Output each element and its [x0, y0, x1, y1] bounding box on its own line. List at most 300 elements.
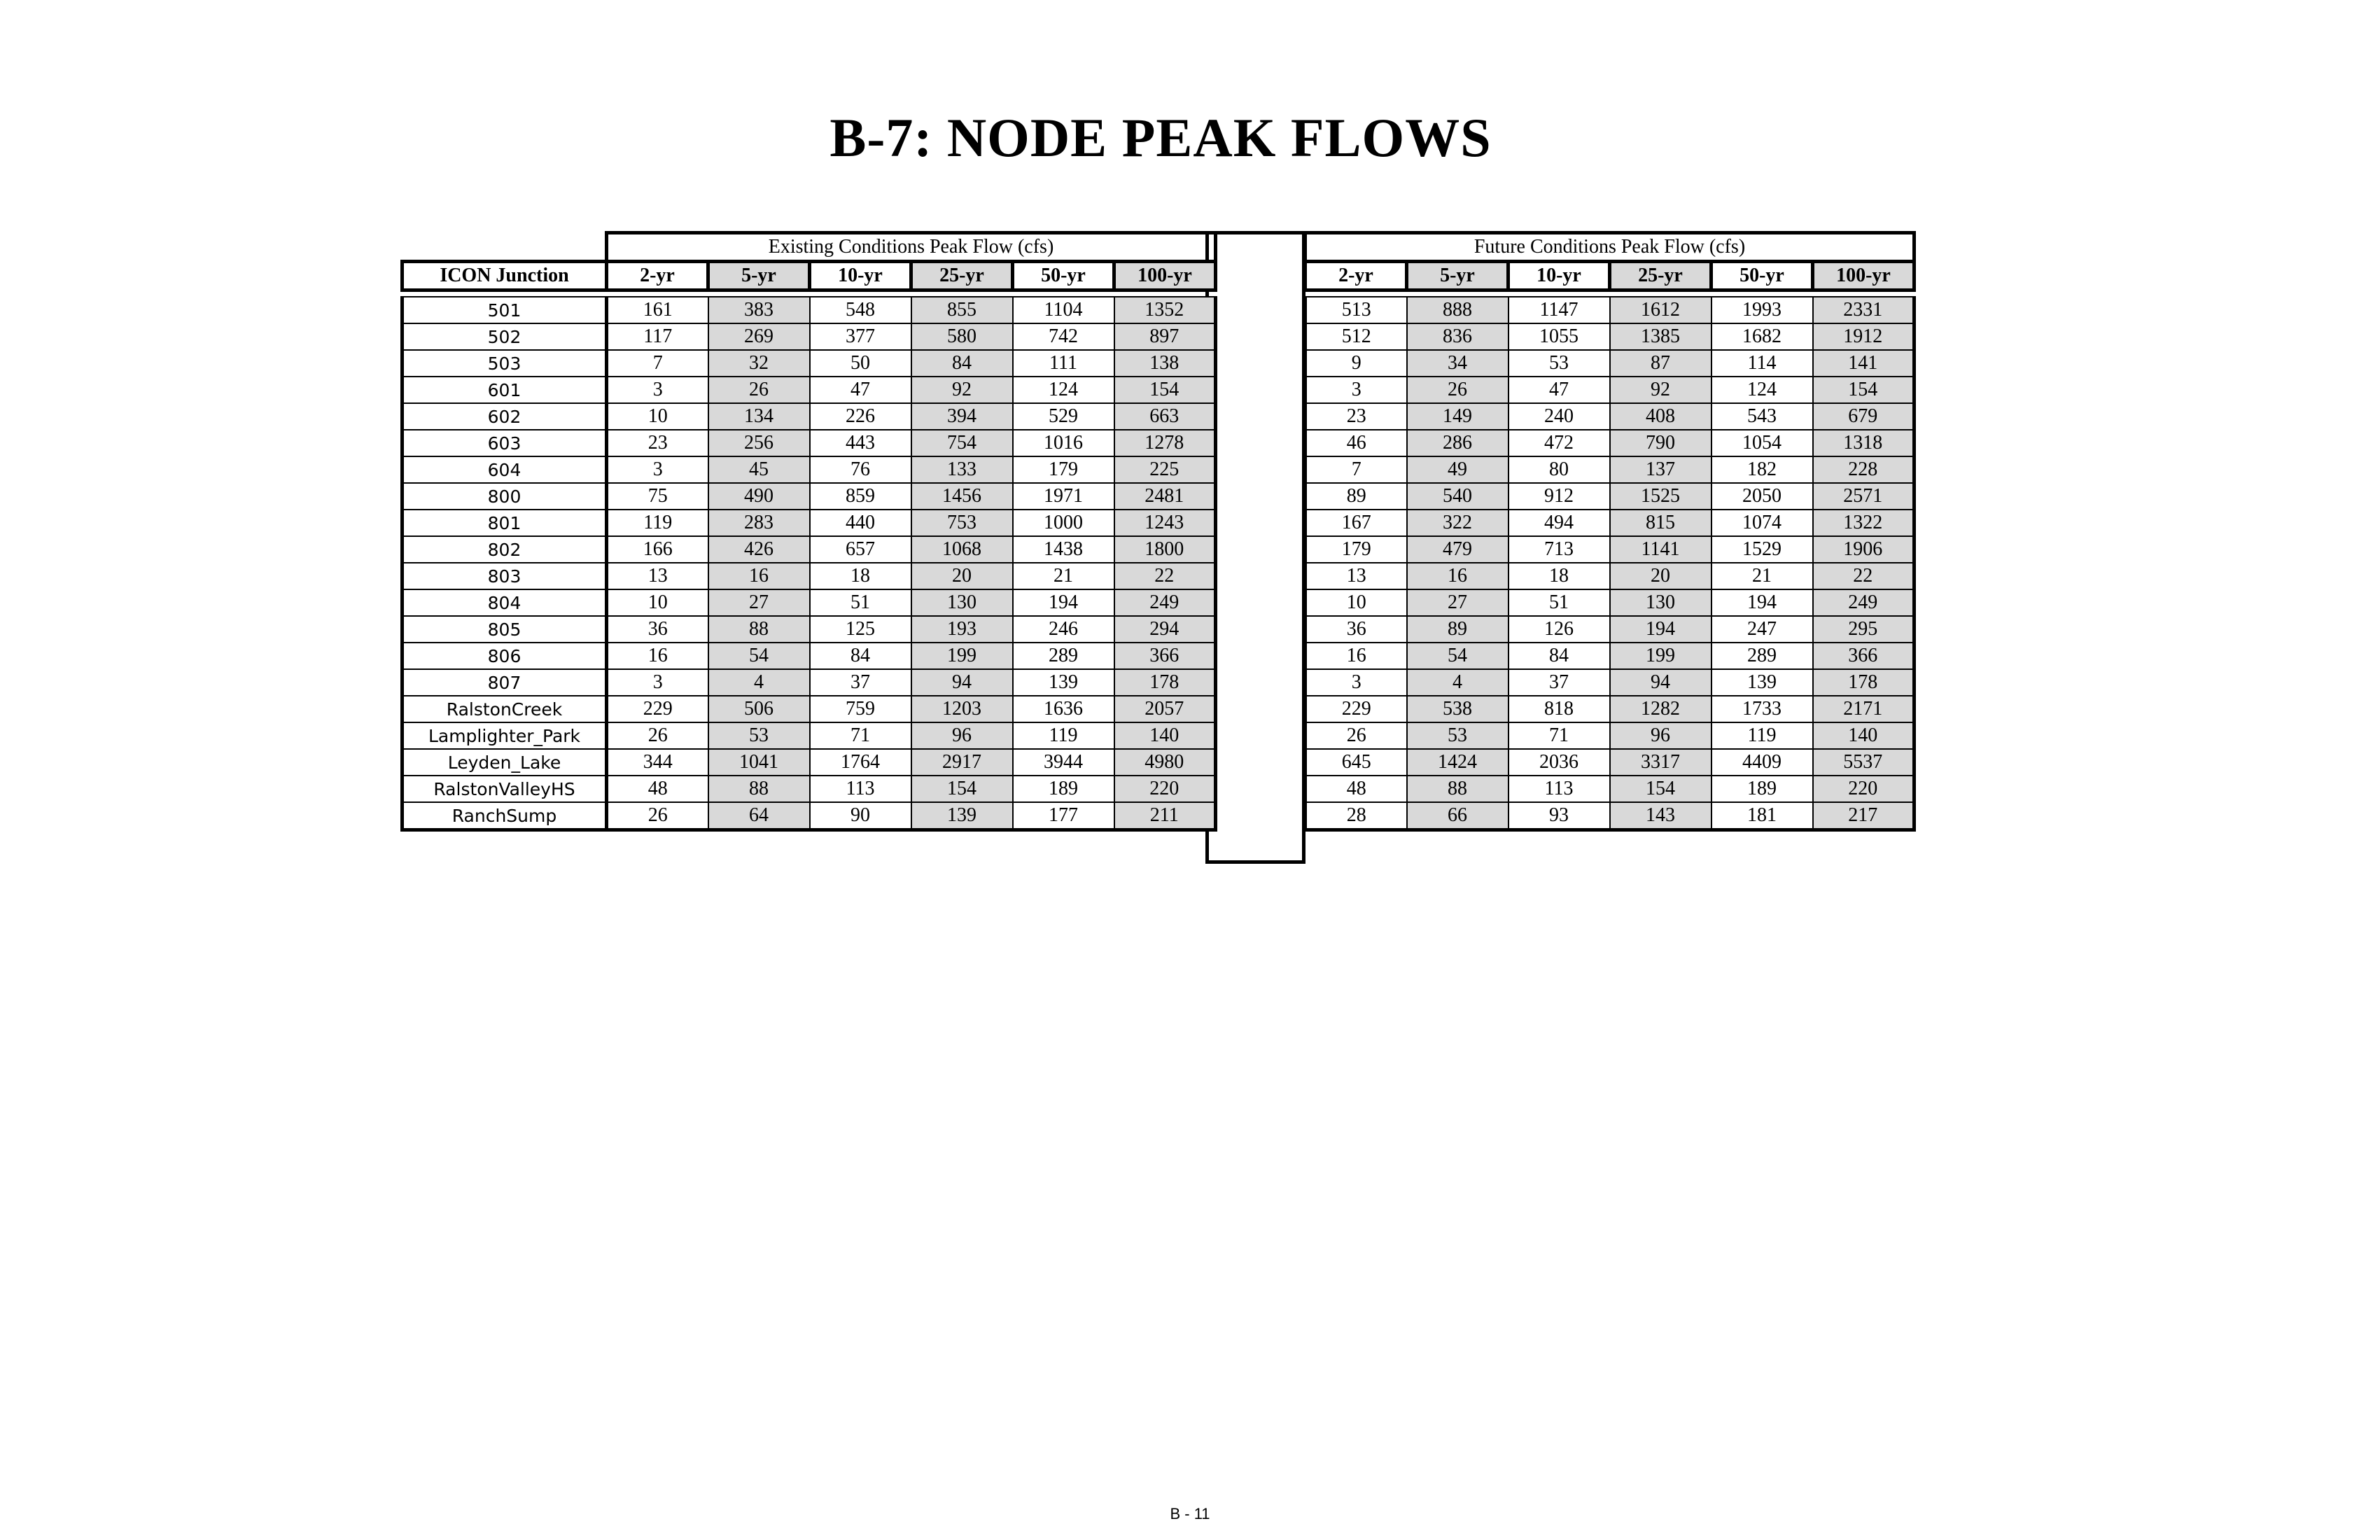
junction-name: 806 — [402, 643, 607, 669]
future-flow-cell: 194 — [1610, 616, 1712, 643]
junction-name: Leyden_Lake — [402, 749, 607, 776]
future-flow-cell: 80 — [1508, 456, 1610, 483]
future-flow-cell: 119 — [1712, 722, 1813, 749]
future-flow-cell: 289 — [1712, 643, 1813, 669]
table-row — [402, 377, 1216, 403]
existing-flow-cell: 4 — [708, 669, 810, 696]
future-flow-cell: 94 — [1610, 669, 1712, 696]
existing-flow-cell: 22 — [1114, 563, 1216, 589]
existing-flow-cell: 1104 — [1013, 297, 1114, 323]
existing-flow-cell: 440 — [810, 510, 911, 536]
future-flow-cell: 1385 — [1610, 323, 1712, 350]
future-flow-cell: 4409 — [1712, 749, 1813, 776]
table-row — [402, 776, 1216, 802]
existing-header-5-yr: 5-yr — [708, 262, 810, 290]
future-flow-cell: 54 — [1407, 643, 1508, 669]
table-row — [402, 696, 1216, 722]
existing-flow-cell: 134 — [708, 403, 810, 430]
table-row — [1306, 403, 1914, 430]
existing-flow-cell: 2917 — [911, 749, 1013, 776]
table-row — [402, 483, 1216, 510]
existing-flow-cell: 125 — [810, 616, 911, 643]
future-flow-cell: 2050 — [1712, 483, 1813, 510]
existing-flow-cell: 1456 — [911, 483, 1013, 510]
existing-flow-cell: 139 — [1013, 669, 1114, 696]
table-row — [402, 297, 1216, 323]
existing-flow-cell: 283 — [708, 510, 810, 536]
existing-header-50-yr: 50-yr — [1013, 262, 1114, 290]
future-flow-cell: 645 — [1306, 749, 1407, 776]
future-header-100-yr: 100-yr — [1813, 262, 1914, 290]
future-flow-cell: 114 — [1712, 350, 1813, 377]
future-flow-cell: 93 — [1508, 802, 1610, 830]
future-flow-cell: 1147 — [1508, 297, 1610, 323]
table-row — [1306, 589, 1914, 616]
page-title: B-7: NODE PEAK FLOWS — [830, 107, 1492, 168]
table-row — [402, 669, 1216, 696]
future-conditions-table — [1303, 231, 1916, 832]
existing-flow-cell: 383 — [708, 297, 810, 323]
existing-flow-cell: 179 — [1013, 456, 1114, 483]
future-flow-cell: 5537 — [1813, 749, 1914, 776]
existing-flow-cell: 189 — [1013, 776, 1114, 802]
existing-flow-cell: 3944 — [1013, 749, 1114, 776]
future-flow-cell: 96 — [1610, 722, 1712, 749]
table-row — [1306, 669, 1914, 696]
table-row — [1306, 510, 1914, 536]
existing-flow-cell: 548 — [810, 297, 911, 323]
table-row — [402, 563, 1216, 589]
page-number: B - 11 — [1170, 1505, 1210, 1522]
table-row — [402, 536, 1216, 563]
future-flow-cell: 22 — [1813, 563, 1914, 589]
existing-flow-cell: 51 — [810, 589, 911, 616]
table-row — [402, 510, 1216, 536]
future-flow-cell: 295 — [1813, 616, 1914, 643]
existing-flow-cell: 161 — [607, 297, 708, 323]
existing-flow-cell: 124 — [1013, 377, 1114, 403]
future-flow-cell: 141 — [1813, 350, 1914, 377]
existing-flow-cell: 50 — [810, 350, 911, 377]
future-flow-cell: 679 — [1813, 403, 1914, 430]
existing-flow-cell: 4980 — [1114, 749, 1216, 776]
existing-conditions-table — [400, 231, 1217, 832]
existing-flow-cell: 54 — [708, 643, 810, 669]
future-flow-cell: 26 — [1407, 377, 1508, 403]
future-flow-cell: 23 — [1306, 403, 1407, 430]
future-flow-cell: 149 — [1407, 403, 1508, 430]
existing-flow-cell: 111 — [1013, 350, 1114, 377]
table-row — [402, 403, 1216, 430]
existing-flow-cell: 211 — [1114, 802, 1216, 830]
table-row — [1306, 749, 1914, 776]
existing-flow-cell: 16 — [708, 563, 810, 589]
future-flow-cell: 21 — [1712, 563, 1813, 589]
future-flow-cell: 13 — [1306, 563, 1407, 589]
existing-flow-cell: 177 — [1013, 802, 1114, 830]
future-flow-cell: 34 — [1407, 350, 1508, 377]
table-row — [402, 643, 1216, 669]
future-header-50-yr: 50-yr — [1712, 262, 1813, 290]
existing-flow-cell: 394 — [911, 403, 1013, 430]
future-flow-cell: 1322 — [1813, 510, 1914, 536]
table-row — [1306, 776, 1914, 802]
future-header-10-yr: 10-yr — [1508, 262, 1610, 290]
existing-flow-cell: 154 — [1114, 377, 1216, 403]
existing-flow-cell: 26 — [607, 722, 708, 749]
existing-flow-cell: 193 — [911, 616, 1013, 643]
existing-flow-cell: 506 — [708, 696, 810, 722]
future-flow-cell: 113 — [1508, 776, 1610, 802]
existing-conditions-header: Existing Conditions Peak Flow (cfs) — [607, 233, 1216, 262]
future-flow-cell: 36 — [1306, 616, 1407, 643]
future-flow-cell: 1529 — [1712, 536, 1813, 563]
existing-flow-cell: 26 — [607, 802, 708, 830]
future-flow-cell: 1074 — [1712, 510, 1813, 536]
future-flow-cell: 28 — [1306, 802, 1407, 830]
future-flow-cell: 124 — [1712, 377, 1813, 403]
existing-flow-cell: 3 — [607, 669, 708, 696]
existing-flow-cell: 897 — [1114, 323, 1216, 350]
future-flow-cell: 199 — [1610, 643, 1712, 669]
existing-flow-cell: 366 — [1114, 643, 1216, 669]
future-flow-cell: 10 — [1306, 589, 1407, 616]
future-flow-cell: 140 — [1813, 722, 1914, 749]
existing-flow-cell: 859 — [810, 483, 911, 510]
existing-flow-cell: 133 — [911, 456, 1013, 483]
table-row — [1306, 802, 1914, 830]
existing-flow-cell: 1636 — [1013, 696, 1114, 722]
future-flow-cell: 1993 — [1712, 297, 1813, 323]
existing-flow-cell: 344 — [607, 749, 708, 776]
junction-name: 602 — [402, 403, 607, 430]
future-flow-cell: 220 — [1813, 776, 1914, 802]
future-flow-cell: 89 — [1306, 483, 1407, 510]
existing-flow-cell: 119 — [1013, 722, 1114, 749]
existing-header-100-yr: 100-yr — [1114, 262, 1216, 290]
existing-flow-cell: 90 — [810, 802, 911, 830]
future-flow-cell: 179 — [1306, 536, 1407, 563]
junction-name: Lamplighter_Park — [402, 722, 607, 749]
existing-flow-cell: 663 — [1114, 403, 1216, 430]
existing-flow-cell: 119 — [607, 510, 708, 536]
table-row — [1306, 643, 1914, 669]
table-row — [1306, 722, 1914, 749]
table-row — [402, 722, 1216, 749]
future-flow-cell: 713 — [1508, 536, 1610, 563]
existing-flow-cell: 269 — [708, 323, 810, 350]
junction-name: 604 — [402, 456, 607, 483]
future-flow-cell: 513 — [1306, 297, 1407, 323]
existing-flow-cell: 37 — [810, 669, 911, 696]
existing-flow-cell: 117 — [607, 323, 708, 350]
future-flow-cell: 3317 — [1610, 749, 1712, 776]
blank-cell — [402, 233, 607, 262]
existing-flow-cell: 226 — [810, 403, 911, 430]
existing-flow-cell: 94 — [911, 669, 1013, 696]
junction-name: 502 — [402, 323, 607, 350]
existing-flow-cell: 13 — [607, 563, 708, 589]
future-flow-cell: 4 — [1407, 669, 1508, 696]
existing-flow-cell: 1352 — [1114, 297, 1216, 323]
existing-flow-cell: 1016 — [1013, 430, 1114, 456]
table-row — [402, 616, 1216, 643]
table-row — [1306, 563, 1914, 589]
icon-junction-header: ICON Junction — [402, 262, 607, 290]
future-flow-cell: 126 — [1508, 616, 1610, 643]
table-row — [1306, 696, 1914, 722]
table-row — [1306, 350, 1914, 377]
existing-flow-cell: 20 — [911, 563, 1013, 589]
existing-flow-cell: 64 — [708, 802, 810, 830]
future-flow-cell: 16 — [1407, 563, 1508, 589]
table-row — [1306, 377, 1914, 403]
table-row — [402, 749, 1216, 776]
existing-flow-cell: 1278 — [1114, 430, 1216, 456]
existing-flow-cell: 47 — [810, 377, 911, 403]
future-header-5-yr: 5-yr — [1407, 262, 1508, 290]
future-flow-cell: 154 — [1813, 377, 1914, 403]
existing-flow-cell: 10 — [607, 403, 708, 430]
existing-flow-cell: 377 — [810, 323, 911, 350]
existing-flow-cell: 96 — [911, 722, 1013, 749]
future-header-25-yr: 25-yr — [1610, 262, 1712, 290]
existing-header-10-yr: 10-yr — [810, 262, 911, 290]
table-row — [1306, 616, 1914, 643]
table-row — [402, 350, 1216, 377]
existing-flow-cell: 1203 — [911, 696, 1013, 722]
future-flow-cell: 48 — [1306, 776, 1407, 802]
future-flow-cell: 1282 — [1610, 696, 1712, 722]
existing-flow-cell: 759 — [810, 696, 911, 722]
future-flow-cell: 790 — [1610, 430, 1712, 456]
table-row — [402, 456, 1216, 483]
existing-flow-cell: 27 — [708, 589, 810, 616]
future-flow-cell: 912 — [1508, 483, 1610, 510]
future-flow-cell: 51 — [1508, 589, 1610, 616]
existing-flow-cell: 16 — [607, 643, 708, 669]
existing-flow-cell: 855 — [911, 297, 1013, 323]
existing-flow-cell: 1243 — [1114, 510, 1216, 536]
future-flow-cell: 2036 — [1508, 749, 1610, 776]
junction-name: RalstonValleyHS — [402, 776, 607, 802]
future-flow-cell: 1733 — [1712, 696, 1813, 722]
junction-name: 802 — [402, 536, 607, 563]
future-flow-cell: 16 — [1306, 643, 1407, 669]
existing-flow-cell: 742 — [1013, 323, 1114, 350]
future-flow-cell: 1424 — [1407, 749, 1508, 776]
existing-flow-cell: 84 — [810, 643, 911, 669]
future-flow-cell: 20 — [1610, 563, 1712, 589]
table-row — [1306, 483, 1914, 510]
existing-flow-cell: 3 — [607, 377, 708, 403]
future-flow-cell: 66 — [1407, 802, 1508, 830]
future-flow-cell: 130 — [1610, 589, 1712, 616]
existing-flow-cell: 1068 — [911, 536, 1013, 563]
existing-flow-cell: 490 — [708, 483, 810, 510]
existing-flow-cell: 249 — [1114, 589, 1216, 616]
future-flow-cell: 538 — [1407, 696, 1508, 722]
existing-flow-cell: 225 — [1114, 456, 1216, 483]
future-flow-cell: 229 — [1306, 696, 1407, 722]
future-flow-cell: 92 — [1610, 377, 1712, 403]
future-flow-cell: 888 — [1407, 297, 1508, 323]
future-flow-cell: 366 — [1813, 643, 1914, 669]
existing-flow-cell: 23 — [607, 430, 708, 456]
table-row — [1306, 536, 1914, 563]
existing-flow-cell: 289 — [1013, 643, 1114, 669]
existing-flow-cell: 194 — [1013, 589, 1114, 616]
future-flow-cell: 2571 — [1813, 483, 1914, 510]
table-row — [402, 323, 1216, 350]
future-flow-cell: 18 — [1508, 563, 1610, 589]
existing-flow-cell: 48 — [607, 776, 708, 802]
existing-flow-cell: 580 — [911, 323, 1013, 350]
future-flow-cell: 240 — [1508, 403, 1610, 430]
existing-flow-cell: 88 — [708, 776, 810, 802]
future-flow-cell: 84 — [1508, 643, 1610, 669]
existing-flow-cell: 229 — [607, 696, 708, 722]
future-flow-cell: 3 — [1306, 377, 1407, 403]
future-flow-cell: 27 — [1407, 589, 1508, 616]
future-flow-cell: 53 — [1407, 722, 1508, 749]
junction-name: 800 — [402, 483, 607, 510]
existing-flow-cell: 1971 — [1013, 483, 1114, 510]
future-conditions-header: Future Conditions Peak Flow (cfs) — [1306, 233, 1914, 262]
existing-flow-cell: 154 — [911, 776, 1013, 802]
future-flow-cell: 167 — [1306, 510, 1407, 536]
future-flow-cell: 89 — [1407, 616, 1508, 643]
future-flow-cell: 139 — [1712, 669, 1813, 696]
junction-name: 807 — [402, 669, 607, 696]
existing-flow-cell: 45 — [708, 456, 810, 483]
future-flow-cell: 1682 — [1712, 323, 1813, 350]
future-flow-cell: 189 — [1712, 776, 1813, 802]
existing-flow-cell: 294 — [1114, 616, 1216, 643]
existing-header-25-yr: 25-yr — [911, 262, 1013, 290]
existing-flow-cell: 657 — [810, 536, 911, 563]
junction-name: RalstonCreek — [402, 696, 607, 722]
existing-flow-cell: 220 — [1114, 776, 1216, 802]
existing-flow-cell: 92 — [911, 377, 1013, 403]
existing-flow-cell: 138 — [1114, 350, 1216, 377]
existing-flow-cell: 529 — [1013, 403, 1114, 430]
existing-flow-cell: 426 — [708, 536, 810, 563]
existing-flow-cell: 130 — [911, 589, 1013, 616]
future-flow-cell: 408 — [1610, 403, 1712, 430]
future-flow-cell: 543 — [1712, 403, 1813, 430]
existing-flow-cell: 199 — [911, 643, 1013, 669]
junction-name: 501 — [402, 297, 607, 323]
future-flow-cell: 1054 — [1712, 430, 1813, 456]
existing-flow-cell: 71 — [810, 722, 911, 749]
existing-flow-cell: 178 — [1114, 669, 1216, 696]
future-flow-cell: 1141 — [1610, 536, 1712, 563]
existing-flow-cell: 443 — [810, 430, 911, 456]
future-flow-cell: 1906 — [1813, 536, 1914, 563]
existing-flow-cell: 7 — [607, 350, 708, 377]
existing-flow-cell: 1764 — [810, 749, 911, 776]
future-flow-cell: 472 — [1508, 430, 1610, 456]
existing-flow-cell: 32 — [708, 350, 810, 377]
junction-name: RanchSump — [402, 802, 607, 830]
junction-name: 503 — [402, 350, 607, 377]
future-flow-cell: 7 — [1306, 456, 1407, 483]
future-flow-cell: 494 — [1508, 510, 1610, 536]
junction-name: 805 — [402, 616, 607, 643]
future-flow-cell: 46 — [1306, 430, 1407, 456]
future-flow-cell: 818 — [1508, 696, 1610, 722]
existing-flow-cell: 75 — [607, 483, 708, 510]
existing-header-2-yr: 2-yr — [607, 262, 708, 290]
future-flow-cell: 479 — [1407, 536, 1508, 563]
future-flow-cell: 137 — [1610, 456, 1712, 483]
existing-flow-cell: 256 — [708, 430, 810, 456]
future-flow-cell: 178 — [1813, 669, 1914, 696]
existing-flow-cell: 246 — [1013, 616, 1114, 643]
future-flow-cell: 1912 — [1813, 323, 1914, 350]
future-flow-cell: 154 — [1610, 776, 1712, 802]
future-flow-cell: 49 — [1407, 456, 1508, 483]
future-flow-cell: 37 — [1508, 669, 1610, 696]
future-flow-cell: 194 — [1712, 589, 1813, 616]
future-flow-cell: 217 — [1813, 802, 1914, 830]
future-flow-cell: 247 — [1712, 616, 1813, 643]
future-flow-cell: 512 — [1306, 323, 1407, 350]
future-flow-cell: 71 — [1508, 722, 1610, 749]
existing-flow-cell: 2481 — [1114, 483, 1216, 510]
existing-flow-cell: 754 — [911, 430, 1013, 456]
table-row — [1306, 297, 1914, 323]
future-flow-cell: 322 — [1407, 510, 1508, 536]
future-flow-cell: 3 — [1306, 669, 1407, 696]
existing-flow-cell: 1438 — [1013, 536, 1114, 563]
junction-name: 801 — [402, 510, 607, 536]
future-flow-cell: 88 — [1407, 776, 1508, 802]
future-flow-cell: 2171 — [1813, 696, 1914, 722]
table-row — [1306, 323, 1914, 350]
existing-flow-cell: 1000 — [1013, 510, 1114, 536]
future-flow-cell: 2331 — [1813, 297, 1914, 323]
table-spacer-column — [1205, 231, 1306, 864]
existing-flow-cell: 2057 — [1114, 696, 1216, 722]
future-flow-cell: 26 — [1306, 722, 1407, 749]
existing-flow-cell: 113 — [810, 776, 911, 802]
future-flow-cell: 1055 — [1508, 323, 1610, 350]
existing-flow-cell: 21 — [1013, 563, 1114, 589]
existing-flow-cell: 18 — [810, 563, 911, 589]
future-flow-cell: 249 — [1813, 589, 1914, 616]
future-flow-cell: 53 — [1508, 350, 1610, 377]
future-flow-cell: 1318 — [1813, 430, 1914, 456]
future-flow-cell: 1525 — [1610, 483, 1712, 510]
table-row — [402, 589, 1216, 616]
future-flow-cell: 181 — [1712, 802, 1813, 830]
junction-name: 804 — [402, 589, 607, 616]
junction-name: 603 — [402, 430, 607, 456]
future-flow-cell: 143 — [1610, 802, 1712, 830]
table-row — [1306, 456, 1914, 483]
existing-flow-cell: 753 — [911, 510, 1013, 536]
future-flow-cell: 540 — [1407, 483, 1508, 510]
future-flow-cell: 815 — [1610, 510, 1712, 536]
future-flow-cell: 1612 — [1610, 297, 1712, 323]
future-flow-cell: 836 — [1407, 323, 1508, 350]
existing-flow-cell: 26 — [708, 377, 810, 403]
future-flow-cell: 182 — [1712, 456, 1813, 483]
existing-flow-cell: 1041 — [708, 749, 810, 776]
existing-flow-cell: 139 — [911, 802, 1013, 830]
